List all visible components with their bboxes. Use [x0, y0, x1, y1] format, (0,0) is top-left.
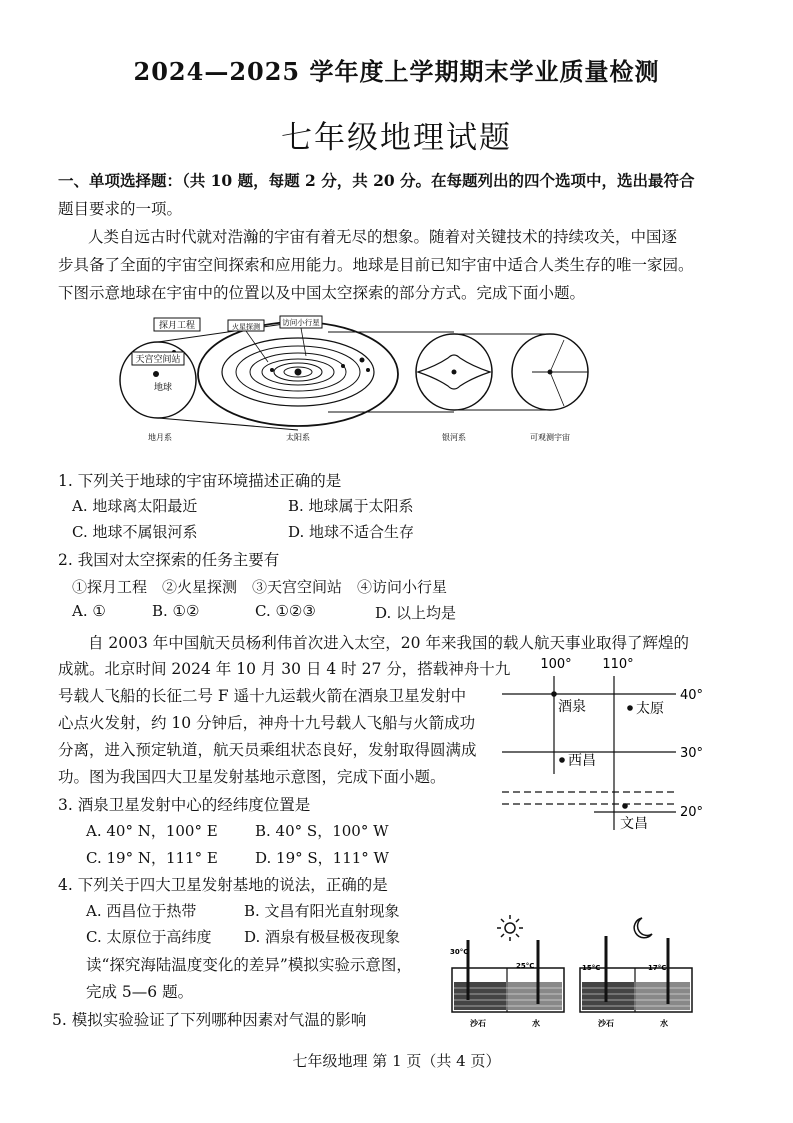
q2-items: ①探月工程 ②火星探测 ③天宫空间站 ④访问小行星: [72, 578, 448, 596]
q2-option-c[interactable]: C. ①②③: [255, 602, 316, 620]
intro2-line4: 心点火发射，约 10 分钟后，神舟十九号载人飞船与火箭成功: [58, 714, 476, 732]
mars-label: 火星探测: [232, 323, 260, 331]
q2-option-b[interactable]: B. ①②: [152, 602, 200, 620]
asteroid-label: 访问小行星: [282, 318, 320, 327]
q2-option-a[interactable]: A. ①: [72, 602, 106, 620]
caption-earth-moon: 地月系: [148, 433, 172, 442]
day-water-label: 水: [532, 1019, 540, 1028]
wenchang-label: 文昌: [620, 816, 648, 832]
lat-40-label: 40°: [680, 688, 704, 703]
q4-stem: 4. 下列关于四大卫星发射基地的说法，正确的是: [58, 876, 388, 894]
q3-stem: 3. 酒泉卫星发射中心的经纬度位置是: [58, 796, 311, 814]
intro1-line1: 人类自远古时代就对浩瀚的宇宙有着无尽的想象。随着对关键技术的持续攻关，中国逐: [88, 228, 678, 246]
day-sand-temp: 30°C: [450, 948, 469, 956]
q2-option-d[interactable]: D. 以上均是: [375, 604, 457, 622]
intro3-line1: 读“探究海陆温度变化的差异”模拟实验示意图，: [86, 956, 412, 974]
day-water-temp: 25°C: [516, 962, 535, 970]
lon-100-label: 100°: [540, 657, 572, 672]
q3-option-d[interactable]: D. 19° S，111° W: [255, 849, 389, 867]
jiuquan-label: 酒泉: [558, 699, 586, 715]
night-water-label: 水: [660, 1019, 668, 1028]
xichang-dot: [559, 757, 565, 763]
intro3-line2: 完成 5—6 题。: [86, 983, 194, 1001]
wenchang-dot: [622, 803, 628, 809]
q1-option-c[interactable]: C. 地球不属银河系: [72, 523, 198, 541]
xichang-label: 西昌: [568, 753, 596, 769]
tiangong-label: 天宫空间站: [135, 355, 181, 365]
earth-dot: [153, 371, 159, 377]
exam-title: 2024—2025 学年度上学期期末学业质量检测: [133, 57, 660, 86]
moon-icon: [634, 918, 652, 938]
night-sand-temp: 15°C: [582, 964, 601, 972]
q3-option-a[interactable]: A. 40° N，100° E: [86, 822, 218, 840]
q4-option-a[interactable]: A. 西昌位于热带: [86, 902, 197, 920]
intro2-line5: 分离，进入预定轨道，航天员乘组状态良好，发射取得圆满成: [58, 741, 477, 759]
intro2-line1: 自 2003 年中国航天员杨利伟首次进入太空，20 年来我国的载人航天事业取得了辉煌的: [88, 634, 689, 652]
night-water-temp: 17°C: [648, 964, 667, 972]
universe-figure: [118, 312, 618, 447]
intro2-line6: 功。图为我国四大卫星发射基地示意图，完成下面小题。: [58, 768, 446, 786]
intro1-line3: 下图示意地球在宇宙中的位置以及中国太空探索的部分方式。完成下面小题。: [58, 284, 586, 302]
q1-option-d[interactable]: D. 地球不适合生存: [288, 523, 415, 541]
intro1-line2: 步具备了全面的宇宙空间探索和应用能力。地球是目前已知宇宙中适合人类生存的唯一家园。: [58, 256, 694, 274]
caption-solar: 太阳系: [286, 433, 310, 442]
intro2-line3: 号载人飞船的长征二号 F 遥十九运载火箭在酒泉卫星发射中: [58, 687, 467, 705]
subject-title: 七年级地理试题: [281, 120, 512, 156]
lat-30-label: 30°: [680, 746, 704, 761]
page-footer: 七年级地理 第 1 页（共 4 页）: [292, 1052, 501, 1070]
taiyuan-label: 太原: [636, 701, 664, 717]
q1-stem: 1. 下列关于地球的宇宙环境描述正确的是: [58, 472, 342, 490]
lon-110-label: 110°: [602, 657, 634, 672]
launch-sites-map: [498, 654, 728, 834]
section-heading-cont: 题目要求的一项。: [58, 200, 183, 218]
sun-icon: [497, 915, 523, 941]
q1-option-a[interactable]: A. 地球离太阳最近: [72, 497, 198, 515]
q4-option-b[interactable]: B. 文昌有阳光直射现象: [244, 902, 400, 920]
lat-20-label: 20°: [680, 805, 704, 820]
sun-dot: [295, 369, 302, 376]
caption-universe: 可观测宇宙: [530, 433, 570, 442]
q3-option-c[interactable]: C. 19° N，111° E: [86, 849, 218, 867]
q1-option-b[interactable]: B. 地球属于太阳系: [288, 497, 414, 515]
q3-option-b[interactable]: B. 40° S，100° W: [255, 822, 389, 840]
q4-option-d[interactable]: D. 酒泉有极昼极夜现象: [244, 928, 401, 946]
q4-option-c[interactable]: C. 太原位于高纬度: [86, 928, 212, 946]
jiuquan-dot: [551, 691, 557, 697]
q5-stem: 5. 模拟实验验证了下列哪种因素对气温的影响: [52, 1011, 367, 1029]
tanyue-label: 探月工程: [158, 321, 196, 331]
earth-label: 地球: [154, 383, 173, 393]
night-sand-label: 沙石: [598, 1019, 614, 1028]
experiment-figure: [446, 910, 736, 1032]
day-sand-label: 沙石: [470, 1019, 486, 1028]
section-heading: 一、单项选择题：（共 10 题，每题 2 分，共 20 分。在每题列出的四个选项中，选出最符合: [58, 171, 695, 190]
caption-galaxy: 银河系: [442, 433, 466, 442]
taiyuan-dot: [627, 705, 633, 711]
q2-stem: 2. 我国对太空探索的任务主要有: [58, 551, 280, 569]
intro2-line2: 成就。北京时间 2024 年 10 月 30 日 4 时 27 分，搭载神舟十九: [58, 660, 511, 678]
